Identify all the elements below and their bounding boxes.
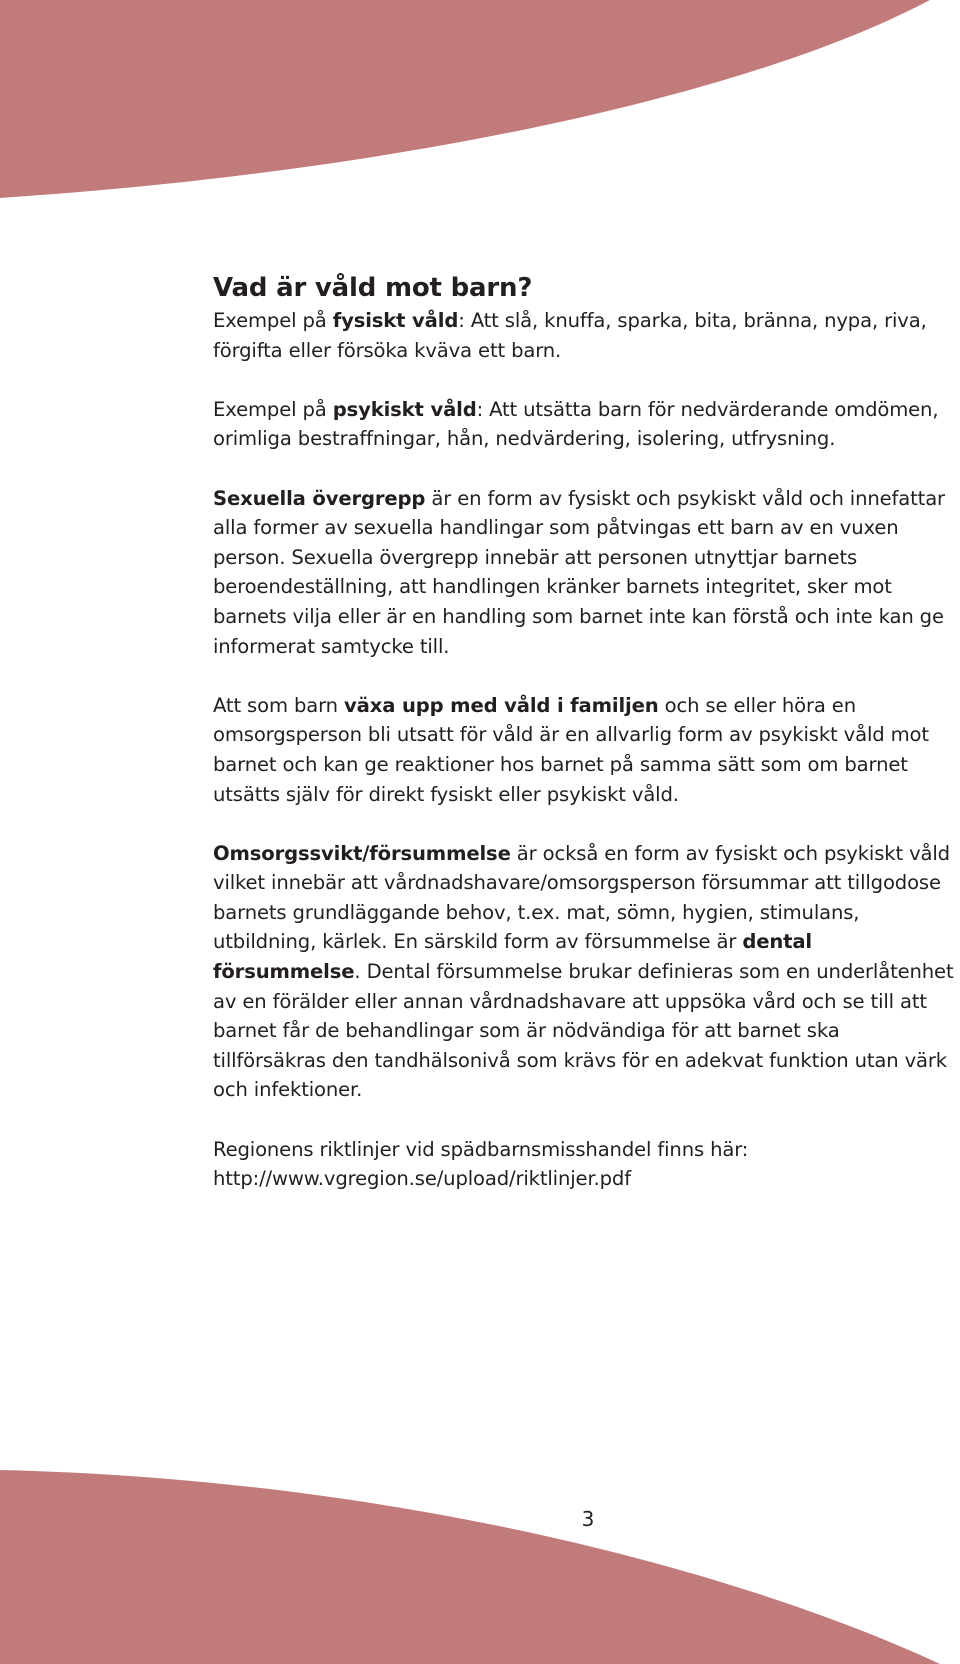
text-segment: : Att utsätta barn för nedvärderande omdömen, orimliga bestraffningar, hån, nedvärdering, isolering, utfrysning. bbox=[213, 397, 939, 451]
bottom-decorative-curve bbox=[0, 1460, 960, 1664]
paragraph-domestic-violence bbox=[213, 691, 958, 809]
guidelines-url: http://www.vgregion.se/upload/riktlinjer.pdf bbox=[213, 1167, 631, 1191]
page-number: 3 bbox=[581, 1507, 595, 1531]
text-segment: och se eller höra en omsorgsperson bli utsatt för våld är en allvarlig form av psykiskt våld mot barnet och kan ge reaktioner hos barnet på samma sätt som om barnet utsätts själv för direkt fysiskt eller psykiskt våld. bbox=[213, 693, 929, 806]
paragraph-physical-violence bbox=[213, 306, 958, 365]
paragraph-psychological-violence bbox=[213, 395, 958, 454]
text-segment: Exempel på bbox=[213, 309, 333, 332]
page-title: Vad är våld mot barn? bbox=[213, 273, 533, 303]
top-decorative-curve bbox=[0, 0, 960, 200]
term-sexual-abuse: Sexuella övergrepp bbox=[213, 486, 426, 510]
term-physical-violence: fysiskt våld bbox=[332, 309, 459, 332]
text-segment: Exempel på bbox=[213, 397, 333, 421]
paragraph-sexual-abuse bbox=[213, 484, 958, 662]
top-curve-shape bbox=[0, 0, 930, 198]
main-content bbox=[213, 270, 958, 1194]
text-segment: Att som barn bbox=[213, 693, 345, 717]
term-psychological-violence: psykiskt våld bbox=[332, 397, 477, 421]
text-segment: . Dental försummelse brukar definieras som en underlåtenhet av en förälder eller annan vårdnadshavare att uppsöka vård och se till att barnet får de behandlingar som är nödvändiga för att barnet ska tillförsäkras den tandhälsonivå som krävs för en adekvat funktion utan värk och infektioner. bbox=[213, 960, 954, 1102]
text-segment: är en form av fysiskt och psykiskt våld och innefattar alla former av sexuella handlingar som påtvingas ett barn av en vuxen person. Sexuella övergrepp innebär att personen utnyttjar barnets beroendeställning, att handlingen kränker barnets integritet, sker mot barnets vilja eller är en handling som barnet inte kan förstå och inte kan ge informerat samtycke till. bbox=[213, 486, 945, 658]
term-neglect: Omsorgssvikt/försummelse bbox=[213, 841, 511, 865]
guidelines-text: Regionens riktlinjer vid spädbarnsmisshandel finns här: bbox=[213, 1137, 749, 1161]
paragraph-guidelines bbox=[213, 1135, 958, 1194]
paragraph-neglect bbox=[213, 839, 958, 1105]
text-segment: : Att slå, knuffa, sparka, bita, bränna, nypa, riva, förgifta eller försöka kväva ett barn. bbox=[213, 309, 927, 362]
term-dental-neglect: dental försummelse bbox=[213, 930, 812, 984]
text-segment: är också en form av fysiskt och psykiskt våld vilket innebär att vårdnadshavare/omsorgsperson försummar att tillgodose barnets grundläggande behov, t.ex. mat, sömn, hygien, stimulans, utbildning, kärlek. En särskild form av försummelse är bbox=[213, 841, 950, 954]
term-domestic-violence: växa upp med våld i familjen bbox=[344, 693, 659, 717]
bottom-curve-shape bbox=[0, 1470, 940, 1664]
